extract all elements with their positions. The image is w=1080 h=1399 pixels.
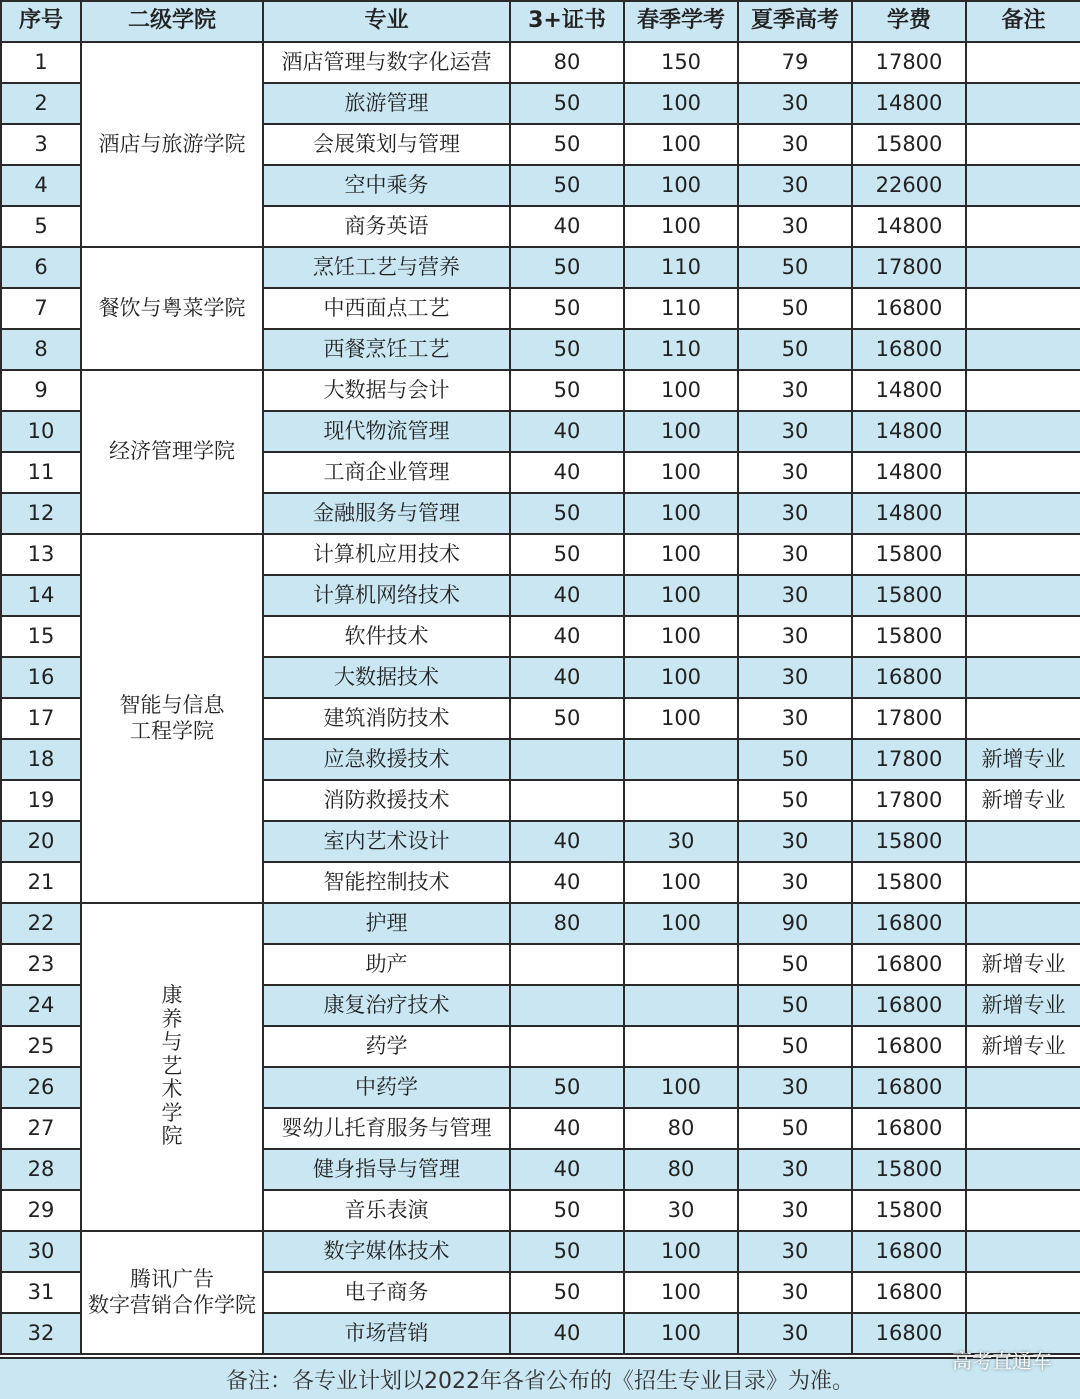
- tuition-fee: 17800: [852, 247, 966, 288]
- cert-quota: 40: [510, 862, 624, 903]
- major-name: 会展策划与管理: [263, 124, 510, 165]
- cert-quota: 40: [510, 1149, 624, 1190]
- major-name: 电子商务: [263, 1272, 510, 1313]
- table-row: [1, 42, 1080, 83]
- tuition-fee: 14800: [852, 411, 966, 452]
- cert-quota: 40: [510, 616, 624, 657]
- row-no: 27: [1, 1108, 81, 1149]
- college-name: [81, 370, 263, 534]
- cert-quota: 50: [510, 288, 624, 329]
- table-row: [1, 247, 1080, 288]
- summer-quota: 30: [738, 1272, 852, 1313]
- summer-quota: 50: [738, 780, 852, 821]
- cert-quota: 50: [510, 1272, 624, 1313]
- row-no: 29: [1, 1190, 81, 1231]
- summer-quota: 30: [738, 1149, 852, 1190]
- spring-quota: 100: [624, 1067, 738, 1108]
- major-name: 计算机应用技术: [263, 534, 510, 575]
- note-cell: [966, 616, 1080, 657]
- spring-quota: 30: [624, 821, 738, 862]
- major-name: 智能控制技术: [263, 862, 510, 903]
- tuition-fee: 17800: [852, 42, 966, 83]
- row-no: 14: [1, 575, 81, 616]
- table-row: [1, 903, 1080, 944]
- major-name: 烹饪工艺与营养: [263, 247, 510, 288]
- row-no: 18: [1, 739, 81, 780]
- cert-quota: 50: [510, 247, 624, 288]
- cert-quota: 50: [510, 124, 624, 165]
- header-cert: 3+证书: [510, 1, 624, 42]
- summer-quota: 90: [738, 903, 852, 944]
- row-no: 24: [1, 985, 81, 1026]
- note-cell: [966, 247, 1080, 288]
- spring-quota: 150: [624, 42, 738, 83]
- row-no: 6: [1, 247, 81, 288]
- major-name: 音乐表演: [263, 1190, 510, 1231]
- cert-quota: 40: [510, 452, 624, 493]
- note-cell: [966, 862, 1080, 903]
- tuition-fee: 16800: [852, 985, 966, 1026]
- footnote: 备注：各专业计划以2022年各省公布的《招生专业目录》为准。: [0, 1357, 1080, 1399]
- spring-quota: 100: [624, 452, 738, 493]
- summer-quota: 30: [738, 534, 852, 575]
- spring-quota: 100: [624, 411, 738, 452]
- row-no: 15: [1, 616, 81, 657]
- note-cell: [966, 452, 1080, 493]
- note-cell: [966, 206, 1080, 247]
- spring-quota: [624, 739, 738, 780]
- major-name: 酒店管理与数字化运营: [263, 42, 510, 83]
- spring-quota: 100: [624, 1272, 738, 1313]
- spring-quota: 110: [624, 288, 738, 329]
- header-fee: 学费: [852, 1, 966, 42]
- summer-quota: 50: [738, 944, 852, 985]
- tuition-fee: 15800: [852, 1190, 966, 1231]
- cert-quota: [510, 739, 624, 780]
- spring-quota: [624, 780, 738, 821]
- tuition-fee: 14800: [852, 493, 966, 534]
- summer-quota: 30: [738, 370, 852, 411]
- header-summer: 夏季高考: [738, 1, 852, 42]
- cert-quota: 50: [510, 1190, 624, 1231]
- major-name: 金融服务与管理: [263, 493, 510, 534]
- note-cell: [966, 1108, 1080, 1149]
- row-no: 8: [1, 329, 81, 370]
- major-name: 数字媒体技术: [263, 1231, 510, 1272]
- major-name: 现代物流管理: [263, 411, 510, 452]
- summer-quota: 50: [738, 288, 852, 329]
- summer-quota: 30: [738, 657, 852, 698]
- summer-quota: 50: [738, 329, 852, 370]
- note-cell: [966, 329, 1080, 370]
- spring-quota: 100: [624, 165, 738, 206]
- cert-quota: 40: [510, 206, 624, 247]
- spring-quota: 80: [624, 1149, 738, 1190]
- spring-quota: [624, 985, 738, 1026]
- row-no: 28: [1, 1149, 81, 1190]
- tuition-fee: 16800: [852, 329, 966, 370]
- summer-quota: 30: [738, 862, 852, 903]
- tuition-fee: 16800: [852, 1272, 966, 1313]
- summer-quota: 30: [738, 411, 852, 452]
- header-no: 序号: [1, 1, 81, 42]
- spring-quota: 80: [624, 1108, 738, 1149]
- row-no: 17: [1, 698, 81, 739]
- major-name: 护理: [263, 903, 510, 944]
- spring-quota: 100: [624, 493, 738, 534]
- major-name: 西餐烹饪工艺: [263, 329, 510, 370]
- major-name: 消防救援技术: [263, 780, 510, 821]
- spring-quota: 100: [624, 1313, 738, 1354]
- college-name: [81, 903, 263, 1231]
- cert-quota: 50: [510, 698, 624, 739]
- note-cell: [966, 411, 1080, 452]
- watermark: 高考直通车: [952, 1349, 1052, 1373]
- cert-quota: 50: [510, 534, 624, 575]
- summer-quota: 50: [738, 739, 852, 780]
- row-no: 30: [1, 1231, 81, 1272]
- table-row: [1, 1231, 1080, 1272]
- tuition-fee: 16800: [852, 1026, 966, 1067]
- note-cell: [966, 1149, 1080, 1190]
- spring-quota: [624, 944, 738, 985]
- summer-quota: 30: [738, 1231, 852, 1272]
- cert-quota: 50: [510, 165, 624, 206]
- major-name: 市场营销: [263, 1313, 510, 1354]
- table-body: [1, 42, 1080, 1354]
- spring-quota: [624, 1026, 738, 1067]
- tuition-fee: 16800: [852, 1067, 966, 1108]
- major-name: 中西面点工艺: [263, 288, 510, 329]
- note-cell: [966, 1272, 1080, 1313]
- row-no: 26: [1, 1067, 81, 1108]
- major-name: 婴幼儿托育服务与管理: [263, 1108, 510, 1149]
- summer-quota: 30: [738, 493, 852, 534]
- summer-quota: 30: [738, 575, 852, 616]
- note-cell: [966, 698, 1080, 739]
- tuition-fee: 15800: [852, 862, 966, 903]
- tuition-fee: 16800: [852, 944, 966, 985]
- spring-quota: 100: [624, 657, 738, 698]
- major-name: 旅游管理: [263, 83, 510, 124]
- summer-quota: 30: [738, 452, 852, 493]
- header-college: 二级学院: [81, 1, 263, 42]
- major-name: 工商企业管理: [263, 452, 510, 493]
- header-major: 专业: [263, 1, 510, 42]
- row-no: 22: [1, 903, 81, 944]
- note-cell: [966, 165, 1080, 206]
- row-no: 13: [1, 534, 81, 575]
- tuition-fee: 15800: [852, 616, 966, 657]
- row-no: 23: [1, 944, 81, 985]
- major-name: 健身指导与管理: [263, 1149, 510, 1190]
- major-name: 空中乘务: [263, 165, 510, 206]
- header-note: 备注: [966, 1, 1080, 42]
- cert-quota: 50: [510, 493, 624, 534]
- summer-quota: 30: [738, 821, 852, 862]
- note-cell: [966, 42, 1080, 83]
- row-no: 19: [1, 780, 81, 821]
- note-cell: [966, 903, 1080, 944]
- tuition-fee: 14800: [852, 370, 966, 411]
- tuition-fee: 17800: [852, 698, 966, 739]
- cert-quota: [510, 985, 624, 1026]
- major-name: 中药学: [263, 1067, 510, 1108]
- summer-quota: 79: [738, 42, 852, 83]
- major-name: 建筑消防技术: [263, 698, 510, 739]
- summer-quota: 30: [738, 1313, 852, 1354]
- summer-quota: 50: [738, 1026, 852, 1067]
- tuition-fee: 16800: [852, 1313, 966, 1354]
- spring-quota: 100: [624, 698, 738, 739]
- college-label: 腾讯广告 数字营销合作学院: [88, 1267, 256, 1317]
- row-no: 20: [1, 821, 81, 862]
- tuition-fee: 14800: [852, 206, 966, 247]
- summer-quota: 30: [738, 698, 852, 739]
- tuition-fee: 15800: [852, 124, 966, 165]
- college-name: [81, 534, 263, 903]
- tuition-fee: 16800: [852, 1108, 966, 1149]
- table-row: [1, 370, 1080, 411]
- major-name: 药学: [263, 1026, 510, 1067]
- summer-quota: 30: [738, 1190, 852, 1231]
- tuition-fee: 22600: [852, 165, 966, 206]
- tuition-fee: 16800: [852, 288, 966, 329]
- tuition-fee: 16800: [852, 903, 966, 944]
- summer-quota: 30: [738, 83, 852, 124]
- college-label: 智能与信息 工程学院: [119, 693, 225, 743]
- note-cell: 新增专业: [966, 985, 1080, 1026]
- row-no: 31: [1, 1272, 81, 1313]
- spring-quota: 100: [624, 575, 738, 616]
- cert-quota: 40: [510, 411, 624, 452]
- row-no: 11: [1, 452, 81, 493]
- tuition-fee: 17800: [852, 780, 966, 821]
- major-name: 应急救援技术: [263, 739, 510, 780]
- row-no: 1: [1, 42, 81, 83]
- spring-quota: 110: [624, 329, 738, 370]
- tuition-fee: 15800: [852, 1149, 966, 1190]
- major-name: 大数据技术: [263, 657, 510, 698]
- college-name: [81, 247, 263, 370]
- cert-quota: 80: [510, 42, 624, 83]
- tuition-fee: 14800: [852, 452, 966, 493]
- major-name: 计算机网络技术: [263, 575, 510, 616]
- college-label: 经济管理学院: [109, 439, 235, 464]
- note-cell: [966, 493, 1080, 534]
- note-cell: 新增专业: [966, 780, 1080, 821]
- tuition-fee: 15800: [852, 821, 966, 862]
- summer-quota: 30: [738, 165, 852, 206]
- row-no: 4: [1, 165, 81, 206]
- header-row: [1, 1, 1080, 42]
- college-name: [81, 1231, 263, 1354]
- summer-quota: 30: [738, 124, 852, 165]
- row-no: 16: [1, 657, 81, 698]
- spring-quota: 100: [624, 1231, 738, 1272]
- spring-quota: 100: [624, 206, 738, 247]
- note-cell: [966, 288, 1080, 329]
- cert-quota: [510, 780, 624, 821]
- college-label: 酒店与旅游学院: [98, 131, 246, 156]
- note-cell: 新增专业: [966, 739, 1080, 780]
- major-name: 大数据与会计: [263, 370, 510, 411]
- major-name: 助产: [263, 944, 510, 985]
- spring-quota: 100: [624, 83, 738, 124]
- college-label: 康养与艺术学院: [161, 983, 183, 1149]
- table-row: [1, 534, 1080, 575]
- cert-quota: 40: [510, 1313, 624, 1354]
- cert-quota: 50: [510, 1067, 624, 1108]
- note-cell: [966, 534, 1080, 575]
- summer-quota: 30: [738, 1067, 852, 1108]
- summer-quota: 50: [738, 985, 852, 1026]
- cert-quota: [510, 1026, 624, 1067]
- tuition-fee: 17800: [852, 739, 966, 780]
- summer-quota: 30: [738, 616, 852, 657]
- spring-quota: 30: [624, 1190, 738, 1231]
- cert-quota: 50: [510, 83, 624, 124]
- tuition-fee: 15800: [852, 575, 966, 616]
- cert-quota: 40: [510, 575, 624, 616]
- major-name: 室内艺术设计: [263, 821, 510, 862]
- major-name: 软件技术: [263, 616, 510, 657]
- spring-quota: 100: [624, 370, 738, 411]
- tuition-fee: 16800: [852, 657, 966, 698]
- spring-quota: 100: [624, 862, 738, 903]
- tuition-fee: 15800: [852, 534, 966, 575]
- header-spring: 春季学考: [624, 1, 738, 42]
- spring-quota: 100: [624, 903, 738, 944]
- major-name: 商务英语: [263, 206, 510, 247]
- note-cell: 新增专业: [966, 1026, 1080, 1067]
- note-cell: [966, 657, 1080, 698]
- note-cell: [966, 370, 1080, 411]
- college-name: [81, 42, 263, 247]
- note-cell: 新增专业: [966, 944, 1080, 985]
- cert-quota: 50: [510, 329, 624, 370]
- cert-quota: 40: [510, 1108, 624, 1149]
- note-cell: [966, 1231, 1080, 1272]
- summer-quota: 50: [738, 1108, 852, 1149]
- note-cell: [966, 821, 1080, 862]
- summer-quota: 30: [738, 206, 852, 247]
- cert-quota: 50: [510, 1231, 624, 1272]
- note-cell: [966, 1190, 1080, 1231]
- cert-quota: 80: [510, 903, 624, 944]
- cert-quota: [510, 944, 624, 985]
- row-no: 25: [1, 1026, 81, 1067]
- row-no: 5: [1, 206, 81, 247]
- note-cell: [966, 83, 1080, 124]
- tuition-fee: 16800: [852, 1231, 966, 1272]
- cert-quota: 50: [510, 370, 624, 411]
- cert-quota: 40: [510, 657, 624, 698]
- row-no: 2: [1, 83, 81, 124]
- row-no: 7: [1, 288, 81, 329]
- major-name: 康复治疗技术: [263, 985, 510, 1026]
- spring-quota: 100: [624, 534, 738, 575]
- cert-quota: 40: [510, 821, 624, 862]
- row-no: 21: [1, 862, 81, 903]
- note-cell: [966, 1067, 1080, 1108]
- note-cell: [966, 575, 1080, 616]
- row-no: 12: [1, 493, 81, 534]
- tuition-fee: 14800: [852, 83, 966, 124]
- spring-quota: 110: [624, 247, 738, 288]
- row-no: 32: [1, 1313, 81, 1354]
- row-no: 10: [1, 411, 81, 452]
- spring-quota: 100: [624, 124, 738, 165]
- row-no: 9: [1, 370, 81, 411]
- college-label: 餐饮与粤菜学院: [98, 295, 246, 320]
- summer-quota: 50: [738, 247, 852, 288]
- spring-quota: 100: [624, 616, 738, 657]
- note-cell: [966, 124, 1080, 165]
- row-no: 3: [1, 124, 81, 165]
